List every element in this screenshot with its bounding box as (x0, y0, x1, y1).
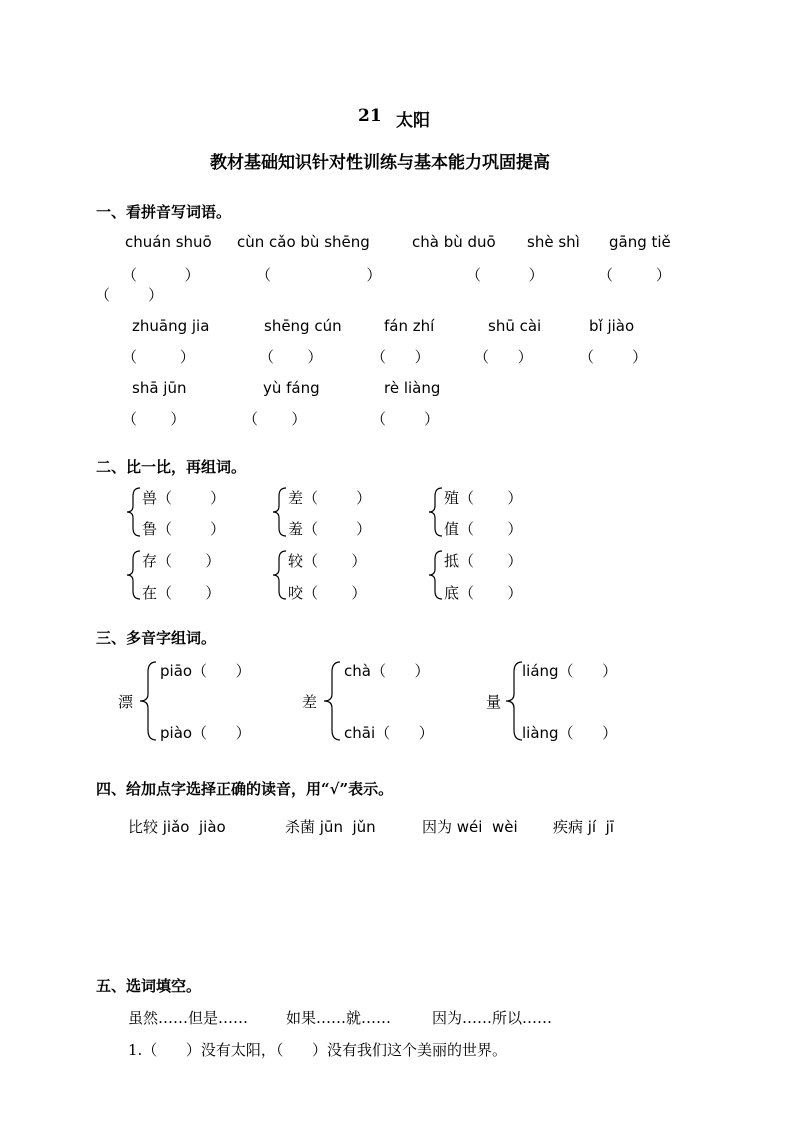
pinyin-3-2: yù fáng (263, 379, 320, 397)
char-pair-item: 在（ ） (142, 584, 221, 602)
brace-icon (138, 660, 158, 742)
char-pair-item: 咬（ ） (288, 584, 367, 602)
pinyin-2-1: zhuāng jia (132, 317, 210, 335)
char-pair-item: 羞（ ） (288, 520, 372, 538)
pinyin-2-4: shū cài (488, 317, 542, 335)
section-2-heading: 二、比一比，再组词。 (96, 458, 247, 476)
pinyin-1-5: gāng tiě (609, 233, 671, 251)
char-pair-item: 存（ ） (142, 552, 221, 570)
section-3-heading: 三、多音字组词。 (96, 629, 217, 647)
fill-blank-question[interactable]: 1.（ ）没有太阳，（ ）没有我们这个美丽的世界。 (128, 1041, 508, 1059)
answer-blank[interactable]: （ ） (122, 410, 186, 428)
reading-choice[interactable]: 疾病 jí jī (553, 818, 614, 836)
brace-icon (504, 660, 524, 742)
answer-blank[interactable]: （ ） (598, 266, 671, 284)
lesson-number: 21 (358, 106, 382, 126)
char-pair-item: 兽（ ） (142, 489, 226, 507)
reading-choice[interactable]: 杀菌 jūn jǔn (285, 818, 376, 836)
word-option: 如果……就…… (286, 1009, 392, 1027)
pinyin-1-3: chà bù duō (412, 233, 496, 251)
polyphone-char: 量 (486, 693, 502, 711)
char-pair-item: 抵（ ） (444, 552, 523, 570)
answer-blank[interactable]: （ ） (256, 266, 382, 284)
brace-icon (428, 549, 444, 601)
section-4-heading: 四、给加点字选择正确的读音，用“√”表示。 (96, 780, 394, 798)
pinyin-1-4: shè shì (527, 233, 580, 251)
polyphone-char: 差 (302, 693, 318, 711)
answer-blank[interactable]: （ ） (243, 410, 307, 428)
lesson-title: 太阳 (396, 111, 430, 131)
pinyin-3-3: rè liàng (384, 379, 441, 397)
pinyin-1-1: chuán shuō (125, 233, 212, 251)
reading-choice[interactable]: 因为 wéi wèi (422, 818, 518, 836)
word-option: 因为……所以…… (432, 1009, 553, 1027)
pinyin-2-5: bǐ jiào (589, 317, 635, 335)
polyphone-top: piāo（ ） (160, 662, 251, 680)
word-option: 虽然……但是…… (128, 1009, 249, 1027)
char-pair-item: 鲁（ ） (142, 520, 226, 538)
answer-blank[interactable]: （ ） (474, 348, 533, 366)
char-pair-item: 值（ ） (444, 520, 523, 538)
polyphone-bottom: liàng（ ） (522, 724, 618, 742)
brace-icon (322, 660, 342, 742)
answer-blank[interactable]: （ ） (371, 410, 440, 428)
answer-blank[interactable]: （ ） (466, 266, 544, 284)
pinyin-3-1: shā jūn (132, 379, 187, 397)
brace-icon (428, 486, 444, 538)
answer-blank[interactable]: （ ） (259, 348, 323, 366)
answer-blank[interactable]: （ ） (579, 348, 648, 366)
pinyin-2-3: fán zhí (384, 317, 435, 335)
polyphone-top: chà（ ） (344, 662, 430, 680)
pinyin-1-2: cùn cǎo bù shēng (237, 233, 370, 251)
polyphone-bottom: piào（ ） (160, 724, 251, 742)
polyphone-top: liáng（ ） (522, 662, 618, 680)
char-pair-item: 殖（ ） (444, 489, 523, 507)
polyphone-char: 漂 (118, 693, 134, 711)
reading-choice[interactable]: 比较 jiǎo jiào (128, 818, 226, 836)
brace-icon (126, 486, 142, 538)
answer-blank[interactable]: （ ） (122, 266, 200, 284)
pinyin-2-2: shēng cún (264, 317, 342, 335)
polyphone-bottom: chāi（ ） (344, 724, 434, 742)
answer-blank[interactable]: （ ） (371, 348, 430, 366)
page-subtitle: 教材基础知识针对性训练与基本能力巩固提高 (210, 153, 550, 173)
section-5-heading: 五、选词填空。 (96, 977, 202, 995)
brace-icon (272, 486, 288, 538)
char-pair-item: 差（ ） (288, 489, 372, 507)
brace-icon (272, 549, 288, 601)
answer-blank[interactable]: （ ） (122, 348, 195, 366)
brace-icon (126, 549, 142, 601)
answer-blank[interactable]: （ ） (95, 286, 164, 304)
section-1-heading: 一、看拼音写词语。 (96, 203, 232, 221)
char-pair-item: 底（ ） (444, 584, 523, 602)
char-pair-item: 较（ ） (288, 552, 367, 570)
